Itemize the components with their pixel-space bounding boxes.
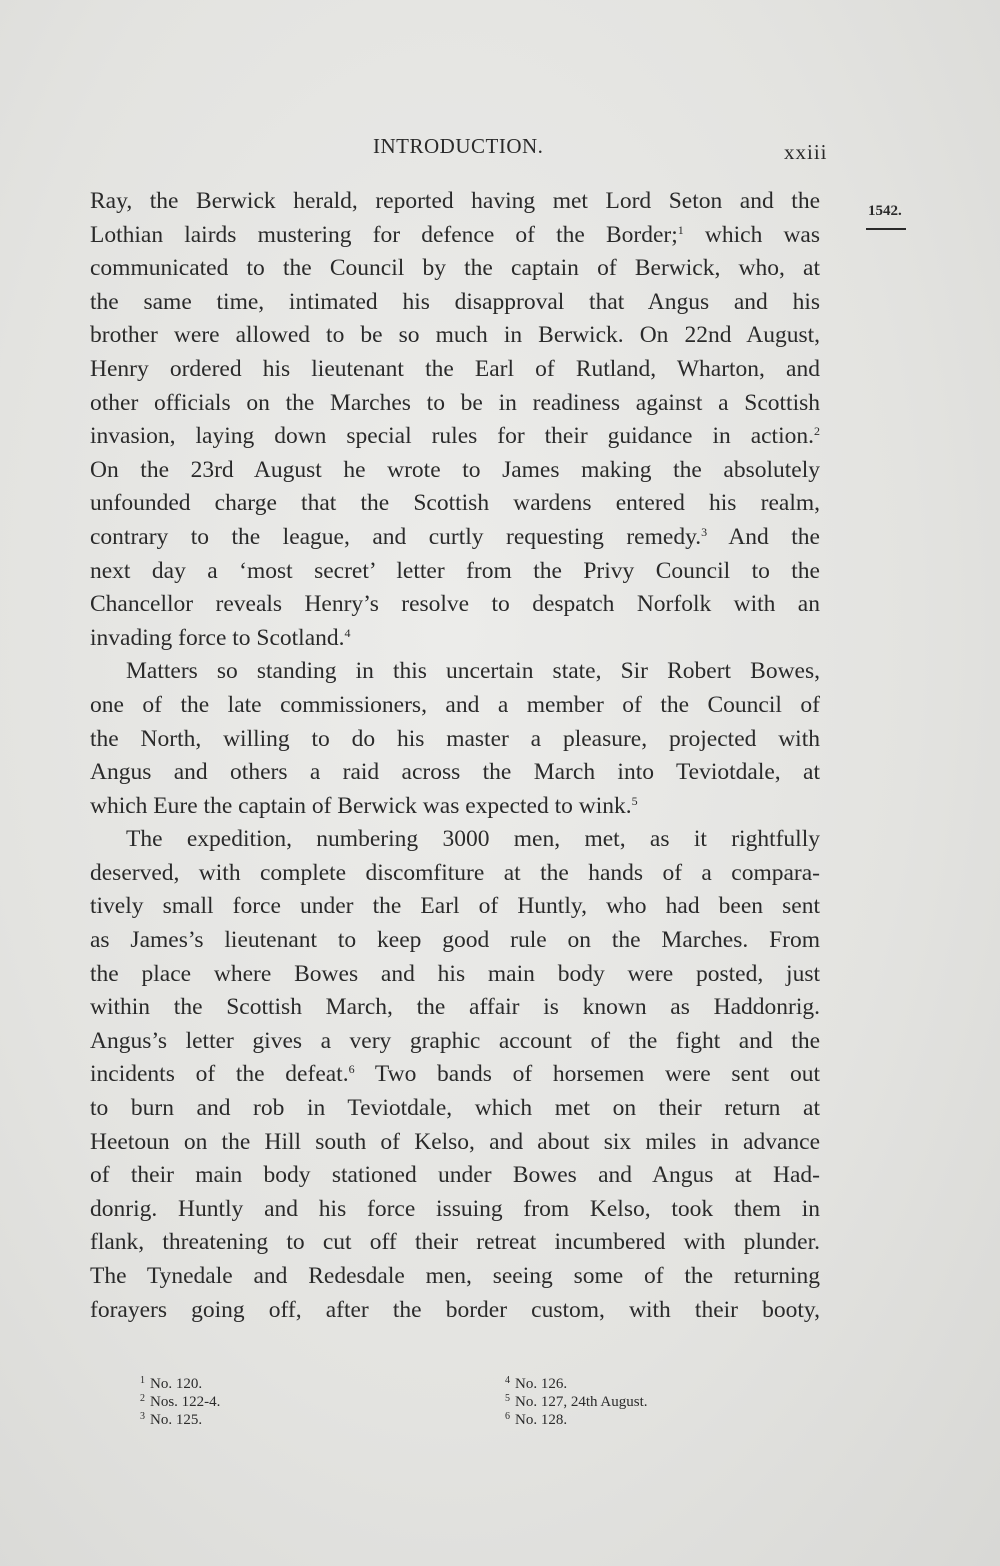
text-line: [90, 1193, 820, 1227]
running-head: [0, 130, 1000, 162]
text-segment: the place where Bowes and his main body were posted, just: [90, 960, 820, 987]
page-number: xxiii: [784, 140, 828, 164]
footnote-reference: 6: [348, 1062, 355, 1077]
text-line: [90, 857, 820, 891]
footnote-reference: 4: [344, 625, 351, 640]
footnote-mark: 6: [505, 1411, 510, 1422]
text-line: [90, 219, 820, 253]
footnote-mark: 3: [140, 1411, 145, 1422]
text-segment: invasion, laying down special rules for their guidance in action.: [90, 423, 814, 450]
text-line: [90, 588, 820, 622]
text-line: [90, 1058, 820, 1092]
text-line: [90, 454, 820, 488]
footnotes-left-column: [140, 1372, 220, 1426]
text-segment: forayers going off, after the border custom, with their booty,: [90, 1296, 820, 1323]
text-segment: flank, threatening to cut off their retreat incumbered with plunder.: [90, 1229, 820, 1256]
text-segment: Henry ordered his lieutenant the Earl of Rutland, Wharton, and: [90, 355, 820, 382]
text-line: [90, 1226, 820, 1260]
text-segment: And the: [707, 523, 820, 550]
text-segment: donrig. Huntly and his force issuing from Kelso, took them in: [90, 1195, 820, 1222]
text-line: [90, 823, 820, 857]
text-line: [90, 1126, 820, 1160]
text-segment: to burn and rob in Teviotdale, which met on their return at: [90, 1095, 820, 1122]
text-segment: The expedition, numbering 3000 men, met, as it rightfully: [126, 826, 820, 853]
text-line: [90, 521, 820, 555]
text-segment: incidents of the defeat.: [90, 1061, 349, 1088]
footnote-mark: 1: [140, 1375, 145, 1386]
text-line: [90, 958, 820, 992]
text-line: [90, 723, 820, 757]
text-segment: Angus’s letter gives a very graphic account of the fight and the: [90, 1027, 820, 1054]
text-segment: invading force to Scotland.: [90, 624, 345, 651]
footnote-mark: 4: [505, 1375, 510, 1386]
text-segment: contrary to the league, and curtly requesting remedy.: [90, 523, 702, 550]
footnote-mark: 5: [505, 1393, 510, 1404]
footnote-reference: 2: [814, 424, 820, 439]
text-line: [90, 1260, 820, 1294]
text-segment: the North, willing to do his master a pleasure, projected with: [90, 725, 820, 752]
text-segment: Chancellor reveals Henry’s resolve to despatch Norfolk with an: [90, 591, 820, 618]
text-segment: next day a ‘most secret’ letter from the Privy Council to the: [90, 557, 820, 584]
margin-year-note: 1542.: [868, 203, 902, 219]
text-segment: which was: [683, 221, 820, 248]
text-segment: unfounded charge that the Scottish wardens entered his realm,: [90, 490, 820, 517]
footnotes: [0, 1372, 1000, 1452]
text-line: [90, 622, 820, 656]
text-line: [90, 555, 820, 589]
text-line: [90, 319, 820, 353]
text-segment: Angus and others a raid across the March into Teviotdale, at: [90, 759, 820, 786]
footnote-mark: 2: [140, 1393, 145, 1404]
text-segment: deserved, with complete discomfiture at the hands of a compara-: [90, 859, 820, 886]
text-line: [90, 420, 820, 454]
text-segment: within the Scottish March, the affair is known as Haddonrig.: [90, 994, 820, 1021]
text-segment: Lothian lairds mustering for defence of the Border;: [90, 221, 678, 248]
footnotes-right-column: [505, 1372, 648, 1426]
text-segment: Heetoun on the Hill south of Kelso, and about six miles in advance: [90, 1128, 820, 1155]
text-line: [90, 1025, 820, 1059]
footnote: [505, 1372, 648, 1390]
text-segment: as James’s lieutenant to keep good rule on the Marches. From: [90, 927, 820, 954]
footnote: [505, 1390, 648, 1408]
text-segment: tively small force under the Earl of Huntly, who had been sent: [90, 893, 820, 920]
footnote-text: No. 120.: [150, 1376, 203, 1392]
footnote-text: No. 125.: [150, 1412, 203, 1428]
text-segment: one of the late commissioners, and a member of the Council of: [90, 691, 820, 718]
footnote-text: No. 126.: [515, 1376, 568, 1392]
text-line: [90, 487, 820, 521]
text-segment: communicated to the Council by the captain of Berwick, who, at: [90, 255, 820, 282]
text-segment: brother were allowed to be so much in Berwick. On 22nd August,: [90, 322, 820, 349]
text-line: [90, 185, 820, 219]
text-segment: Matters so standing in this uncertain state, Sir Robert Bowes,: [126, 658, 820, 685]
text-line: [90, 387, 820, 421]
footnote: [140, 1372, 220, 1390]
text-line: [90, 890, 820, 924]
text-line: [90, 252, 820, 286]
footnote: [140, 1408, 220, 1426]
text-segment: Two bands of horsemen were sent out: [354, 1061, 820, 1088]
text-segment: which Eure the captain of Berwick was expected to wink.: [90, 792, 632, 819]
footnote-text: No. 127, 24th August.: [515, 1394, 648, 1410]
text-segment: the same time, intimated his disapproval that Angus and his: [90, 288, 820, 315]
text-segment: The Tynedale and Redesdale men, seeing some of the returning: [90, 1263, 820, 1289]
footnote: [505, 1408, 648, 1426]
text-line: [90, 790, 820, 824]
text-line: [90, 353, 820, 387]
text-segment: of their main body stationed under Bowes and Angus at Had-: [90, 1162, 820, 1189]
text-line: [90, 1159, 820, 1193]
footnote-text: Nos. 122-4.: [150, 1394, 221, 1410]
footnote-reference: 1: [677, 222, 684, 237]
body-text: [90, 185, 820, 1327]
text-line: [90, 655, 820, 689]
text-line: [90, 924, 820, 958]
text-line: [90, 991, 820, 1025]
text-segment: Ray, the Berwick herald, reported having met Lord Seton and the: [90, 188, 820, 214]
text-line: [90, 756, 820, 790]
text-segment: On the 23rd August he wrote to James making the absolutely: [90, 456, 820, 483]
running-title: INTRODUCTION.: [373, 134, 544, 158]
footnote-reference: 3: [701, 524, 708, 539]
margin-rule: [866, 228, 906, 230]
footnote: [140, 1390, 220, 1408]
footnote-text: No. 128.: [515, 1412, 568, 1428]
text-line: [90, 286, 820, 320]
footnote-reference: 5: [631, 793, 638, 808]
text-line: [90, 1092, 820, 1126]
text-line: [90, 689, 820, 723]
text-line: [90, 1294, 820, 1328]
text-segment: other officials on the Marches to be in readiness against a Scottish: [90, 389, 820, 416]
